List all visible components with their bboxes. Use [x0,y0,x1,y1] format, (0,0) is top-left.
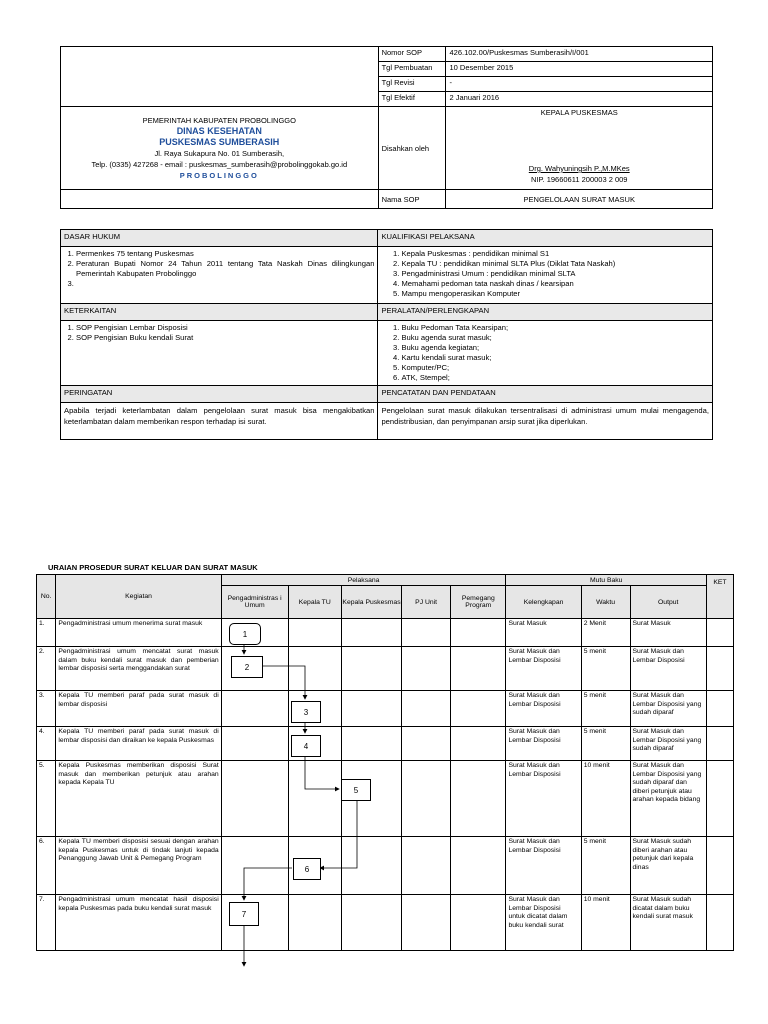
tgl-pembuatan-value: 10 Desember 2015 [446,62,713,77]
row-no: 1. [37,619,56,647]
row-waktu: 5 menit [581,691,630,727]
disahkan-label: Disahkan oleh [378,107,446,190]
row-output: Surat Masuk [630,619,706,647]
row-no: 5. [37,761,56,837]
col-kegiatan: Kegiatan [56,575,221,619]
row-output: Surat Masuk dan Lembar Disposisi yang sudah diparaf [630,691,706,727]
row-no: 6. [37,837,56,895]
peralatan-item: 2. Buku agenda surat masuk; [401,333,709,343]
row-no: 3. [37,691,56,727]
pemerintah-text: PEMERINTAH KABUPATEN PROBOLINGGO [142,116,296,125]
row-waktu: 5 menit [581,727,630,761]
procedure-title: URAIAN PROSEDUR SURAT KELUAR DAN SURAT MASUK [48,563,258,572]
connector-2-3 [262,666,305,699]
row-waktu: 10 menit [581,895,630,951]
dasar-hukum-title: DASAR HUKUM [61,230,378,247]
tgl-efektif-label: Tgl Efektif [378,92,446,107]
pencatatan-text: Pengelolaan surat masuk dilakukan tersentralisasi di administrasi umum mulai mengagenda, pendistribusian, dan penyimpanan arsip surat jika diperlukan. [378,403,713,440]
tgl-pembuatan-label: Tgl Pembuatan [378,62,446,77]
col-ket: KET [706,575,733,619]
peralatan-item: 3. Buku agenda kegiatan; [401,343,709,353]
keterkaitan-item: 2. SOP Pengisian Buku kendali Surat [76,333,374,343]
kualifikasi-item: 2. Kepala TU : pendidikan minimal SLTA Plus (Diklat Tata Naskah) [401,259,709,269]
peralatan-item: 5. Komputer/PC; [401,363,709,373]
nama-sop-label: Nama SOP [378,190,446,209]
row-kegiatan: Kepala TU memberi paraf pada surat masuk di lembar disposisi dan diraikan ke kepala Puskesmas [56,727,221,761]
kota-text: PROBOLINGGO [179,171,259,180]
kepala-title: KEPALA PUSKESMAS [540,108,618,117]
kepala-nama: Drg. Wahyuningsih P.,M.MKes [528,164,630,173]
col-kepala-tu: Kepala TU [288,586,341,619]
telp-text: Telp. (0335) 427268 - email : puskesmas_sumberasih@probolinggokab.go.id [91,160,348,169]
flow-step-6: 6 [293,858,321,880]
kepala-nip: NIP. 19660611 200003 2 009 [531,175,628,184]
row-kelengkapan: Surat Masuk dan Lembar Disposisi untuk dicatat dalam buku kendali surat [506,895,581,951]
row-output: Surat Masuk sudah diberi arahan atau petunjuk dari kepala dinas [630,837,706,895]
tgl-revisi-value: - [446,77,713,92]
puskesmas-text: PUSKESMAS SUMBERASIH [159,137,280,147]
row-kegiatan: Kepala TU memberi disposisi sesuai dengan arahan kepala Puskesmas untuk di tindak lanjuti kepada Penanggung Jawab Unit & Pemegang Program [56,837,221,895]
connector-4-5 [305,755,339,789]
row-kelengkapan: Surat Masuk dan Lembar Disposisi [506,691,581,727]
col-pemegang-program: Pemegang Program [451,586,506,619]
peralatan-item: 1. Buku Pedoman Tata Kearsipan; [401,323,709,333]
row-kegiatan: Pengadministrasi umum mencatat surat masuk dalam buku kendali surat masuk dan pemberian lembar disposisi serta menggandakan surat [56,647,221,691]
row-kelengkapan: Surat Masuk dan Lembar Disposisi [506,837,581,895]
kualifikasi-title: KUALIFIKASI PELAKSANA [378,230,713,247]
kualifikasi-item: 4. Memahami pedoman tata naskah dinas / kearsipan [401,279,709,289]
row-kelengkapan: Surat Masuk dan Lembar Disposisi [506,761,581,837]
flow-step-5: 5 [341,779,371,801]
kualifikasi-item: 1. Kepala Puskesmas : pendidikan minimal S1 [401,249,709,259]
row-kelengkapan: Surat Masuk [506,619,581,647]
row-waktu: 5 menit [581,837,630,895]
flow-step-1: 1 [229,623,261,645]
col-no: No. [37,575,56,619]
col-kelengkapan: Kelengkapan [506,586,581,619]
dasar-hukum-item: 2. Peraturan Bupati Nomor 24 Tahun 2011 tentang Tata Naskah Dinas dilingkungan Pemerintah Kabupaten Probolinggo [76,259,374,279]
dinas-text: DINAS KESEHATAN [176,126,262,136]
row-kegiatan: Pengadministrasi umum mencatat hasil disposisi kepala Puskesmas pada buku kendali surat masuk [56,895,221,951]
col-pelaksana: Pelaksana [221,575,506,586]
peralatan-title: PERALATAN/PERLENGKAPAN [378,304,713,321]
flow-step-3: 3 [291,701,321,723]
row-waktu: 2 Menit [581,619,630,647]
row-no: 4. [37,727,56,761]
peralatan-item: 6. ATK, Stempel; [401,373,709,383]
flow-step-7: 7 [229,902,259,926]
row-kegiatan: Kepala Puskesmas memberikan disposisi Surat masuk dan memberikan petunjuk atau arahan kepada Kepala TU [56,761,221,837]
col-waktu: Waktu [581,586,630,619]
flow-step-4: 4 [291,735,321,757]
row-output: Surat Masuk dan Lembar Disposisi yang sudah diparaf dan diberi petunjuk atau arahan kepada bidang [630,761,706,837]
row-waktu: 10 menit [581,761,630,837]
row-output: Surat Masuk dan Lembar Disposisi [630,647,706,691]
col-pengadministrasi: Pengadministras i Umum [221,586,288,619]
tgl-efektif-value: 2 Januari 2016 [446,92,713,107]
peringatan-text: Apabila terjadi keterlambatan dalam pengelolaan surat masuk bisa mengakibatkan keterlambatan dalam memberikan respon terhadap isi surat. [61,403,378,440]
col-pj-unit: PJ Unit [402,586,451,619]
kualifikasi-item: 5. Mampu mengoperasikan Komputer [401,289,709,299]
row-no: 7. [37,895,56,951]
peralatan-item: 4. Kartu kendali surat masuk; [401,353,709,363]
row-output: Surat Masuk sudah dicatat dalam buku kendali surat masuk [630,895,706,951]
row-waktu: 5 menit [581,647,630,691]
col-kepala-puskesmas: Kepala Puskesmas [341,586,401,619]
row-kegiatan: Kepala TU memberi paraf pada surat masuk di lembar disposisi [56,691,221,727]
connector-5-6 [320,800,357,868]
col-output: Output [630,586,706,619]
keterkaitan-title: KETERKAITAN [61,304,378,321]
flow-step-2: 2 [231,656,263,678]
col-mutu-baku: Mutu Baku [506,575,707,586]
alamat-text: Jl. Raya Sukapura No. 01 Sumberasih, [154,149,285,158]
tgl-revisi-label: Tgl Revisi [378,77,446,92]
keterkaitan-item: 1. SOP Pengisian Lembar Disposisi [76,323,374,333]
row-kegiatan: Pengadministrasi umum menerima surat masuk [56,619,221,647]
kualifikasi-item: 3. Pengadministrasi Umum : pendidikan minimal SLTA [401,269,709,279]
pencatatan-title: PENCATATAN DAN PENDATAAN [378,386,713,403]
nama-sop-value: PENGELOLAAN SURAT MASUK [446,190,713,209]
connector-6-7 [244,868,292,900]
row-kelengkapan: Surat Masuk dan Lembar Disposisi [506,727,581,761]
dasar-hukum-item: 1. Permenkes 75 tentang Puskesmas [76,249,374,259]
peringatan-title: PERINGATAN [61,386,378,403]
nomor-label: Nomor SOP [378,47,446,62]
row-output: Surat Masuk dan Lembar Disposisi yang sudah diparaf [630,727,706,761]
nomor-value: 426.102.00/Puskesmas Sumberasih/I/001 [446,47,713,62]
row-kelengkapan: Surat Masuk dan Lembar Disposisi [506,647,581,691]
row-no: 2. [37,647,56,691]
